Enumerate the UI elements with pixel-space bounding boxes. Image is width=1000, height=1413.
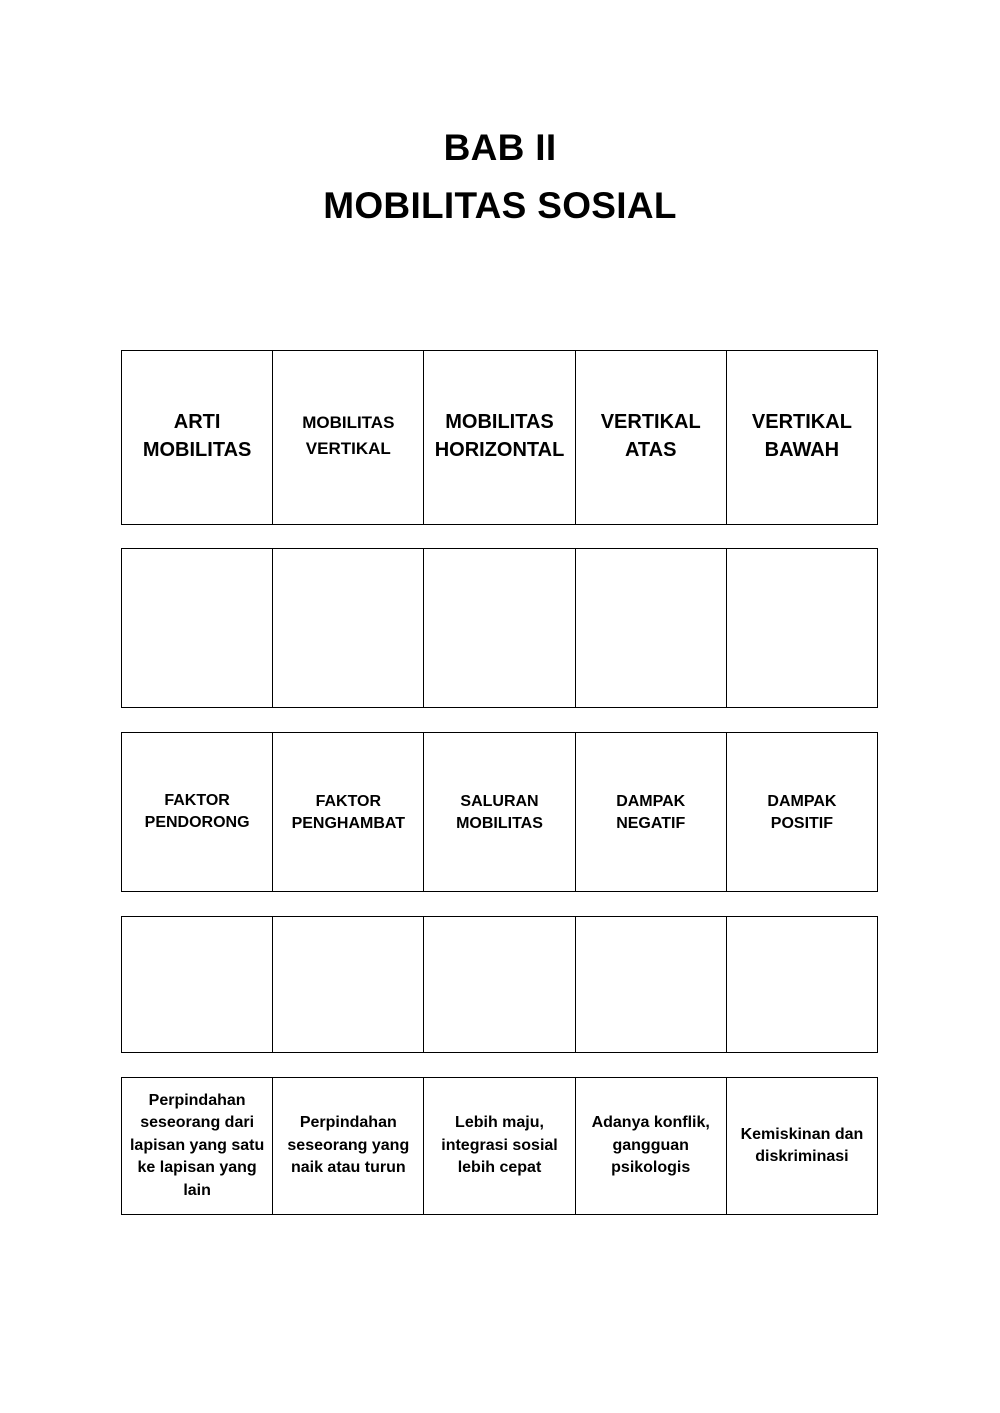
- label-mobilitas-horizontal: MOBILITAS HORIZONTAL: [424, 351, 575, 524]
- answer-option[interactable]: Lebih maju, integrasi sosial lebih cepat: [424, 1078, 575, 1214]
- label-faktor-penghambat: FAKTOR PENGHAMBAT: [273, 733, 424, 891]
- label-row-bottom: [121, 732, 878, 892]
- label-mobilitas-vertikal: MOBILITAS VERTIKAL: [273, 351, 424, 524]
- drop-box-arti-mobilitas[interactable]: [122, 549, 273, 707]
- label-vertikal-bawah: VERTIKAL BAWAH: [751, 410, 852, 461]
- answer-option[interactable]: Perpindahan seseorang dari lapisan yang satu ke lapisan yang lain: [122, 1078, 273, 1214]
- answer-option[interactable]: Adanya konflik, gangguan psikologis: [576, 1078, 727, 1214]
- drop-box-vertikal-atas[interactable]: [576, 549, 727, 707]
- drop-box-faktor-pendorong[interactable]: [122, 917, 273, 1052]
- drop-box-vertikal-bawah[interactable]: [727, 549, 877, 707]
- answer-options-row: [121, 1077, 878, 1215]
- drop-box-dampak-positif[interactable]: [727, 917, 877, 1052]
- topic-title: MOBILITAS SOSIAL: [323, 185, 677, 226]
- label-arti-mobilitas: ARTI MOBILITAS: [122, 351, 273, 524]
- answer-option[interactable]: Kemiskinan dan diskriminasi: [740, 1125, 864, 1165]
- label-vertikal-atas: VERTIKAL ATAS: [576, 351, 727, 524]
- label-faktor-pendorong: FAKTOR PENDORONG: [122, 733, 273, 891]
- drop-box-saluran-mobilitas[interactable]: [424, 917, 575, 1052]
- drop-row-top: [121, 548, 878, 708]
- label-dampak-positif: DAMPAK POSITIF: [767, 793, 837, 832]
- drop-box-mobilitas-horizontal[interactable]: [424, 549, 575, 707]
- label-saluran-mobilitas: SALURAN MOBILITAS: [424, 733, 575, 891]
- chapter-title: BAB II: [443, 127, 557, 168]
- drop-box-faktor-penghambat[interactable]: [273, 917, 424, 1052]
- label-row-top: [121, 350, 878, 525]
- drop-box-mobilitas-vertikal[interactable]: [273, 549, 424, 707]
- label-dampak-negatif: DAMPAK NEGATIF: [576, 733, 727, 891]
- answer-option[interactable]: Perpindahan seseorang yang naik atau turun: [273, 1078, 424, 1214]
- drop-box-dampak-negatif[interactable]: [576, 917, 727, 1052]
- drop-row-bottom: [121, 916, 878, 1053]
